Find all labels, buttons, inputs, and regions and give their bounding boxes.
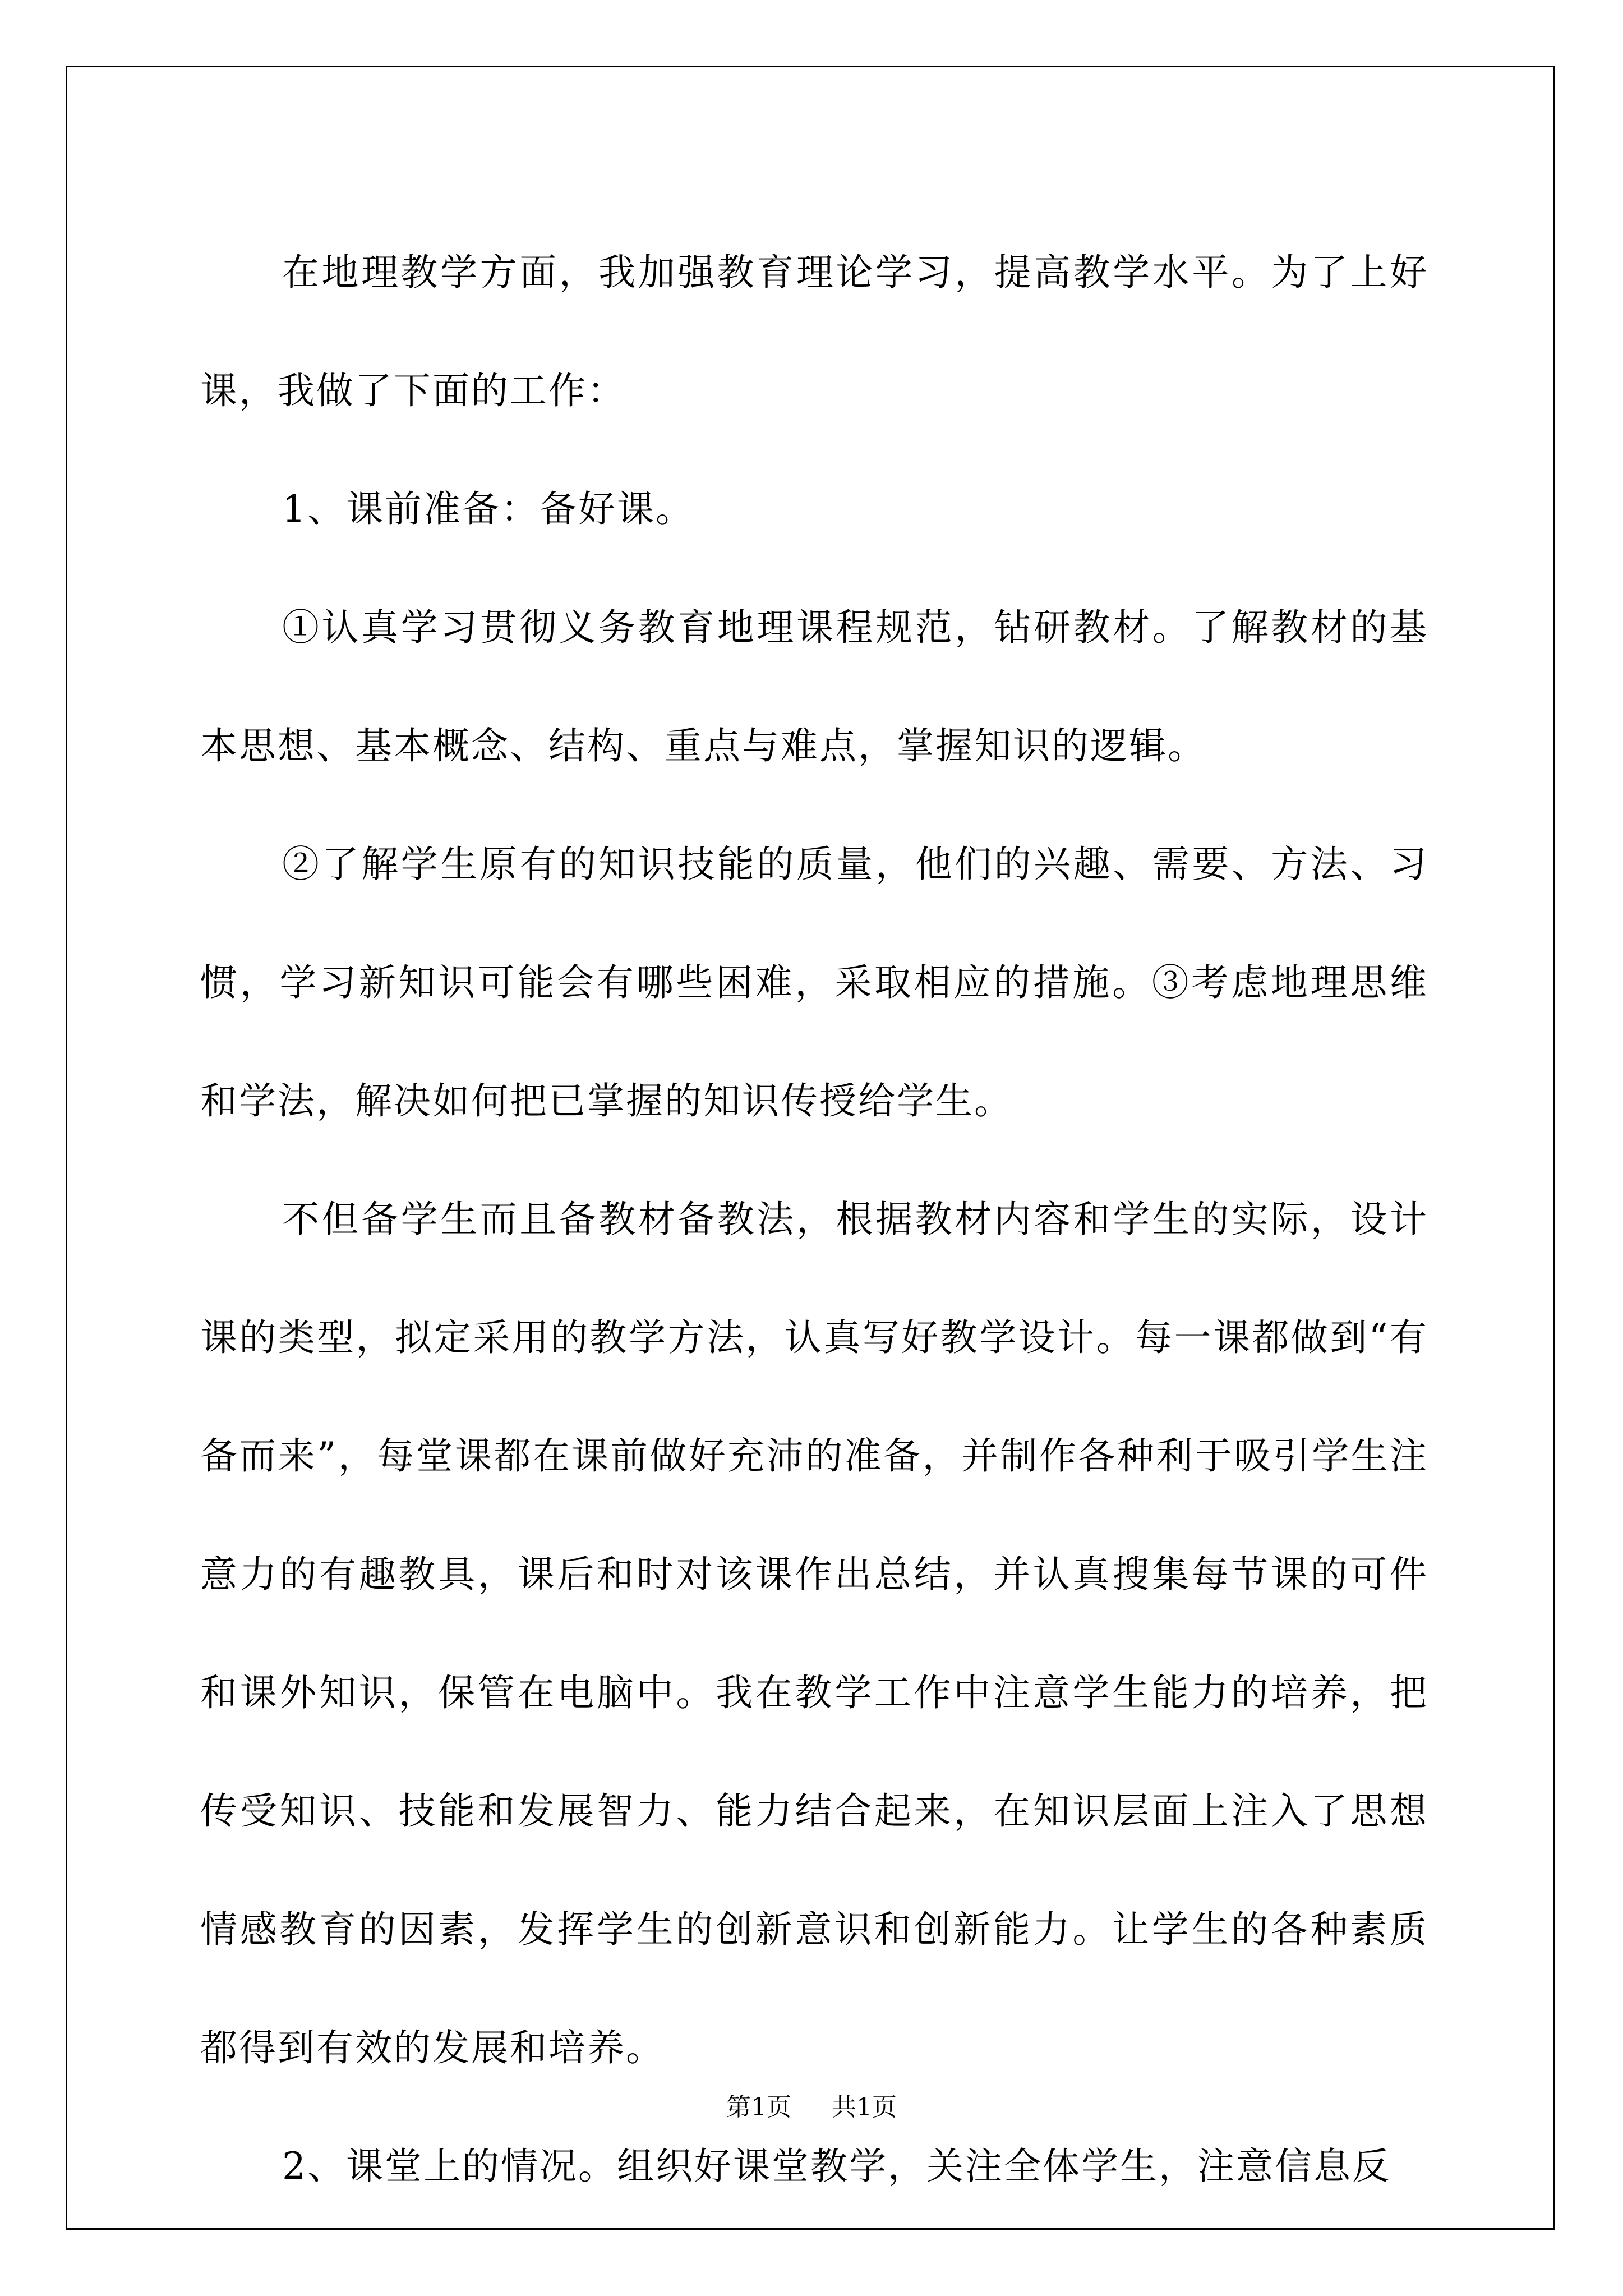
- paragraph: 2、课堂上的情况。组织好课堂教学，关注全体学生，注意信息反: [282, 2145, 1391, 2188]
- paragraph: 在地理教学方面，我加强教育理论学习，提高教学水平。为了上好课，我做了下面的工作：: [200, 251, 1428, 412]
- page-footer: [0, 2087, 1623, 2123]
- page-total: 共1页: [832, 2093, 897, 2122]
- paragraph: ②了解学生原有的知识技能的质量，他们的兴趣、需要、方法、习惯，学习新知识可能会有哪些困难，采取相应的措施。③考虑地理思维和学法，解决如何把已掌握的知识传授给学生。: [200, 843, 1428, 1122]
- paragraph: 1、课前准备：备好课。: [282, 487, 694, 531]
- document-body: [200, 213, 1428, 2225]
- page-number: 第1页: [726, 2093, 791, 2122]
- paragraph: ①认真学习贯彻义务教育地理课程规范，钻研教材。了解教材的基本思想、基本概念、结构、重点与难点，掌握知识的逻辑。: [200, 606, 1428, 767]
- paragraph: 不但备学生而且备教材备教法，根据教材内容和学生的实际，设计课的类型，拟定采用的教学方法，认真写好教学设计。每一课都做到“有备而来”，每堂课都在课前做好充沛的准备，并制作各种利于吸引学生注意力的有趣教具，课后和时对该课作出总结，并认真搜集每节课的可件和课外知识，保管在电脑中。我在教学工作中注意学生能力的培养，把传受知识、技能和发展智力、能力结合起来，在知识层面上注入了思想情感教育的因素，发挥学生的创新意识和创新能力。让学生的各种素质都得到有效的发展和培养。: [200, 1198, 1428, 2069]
